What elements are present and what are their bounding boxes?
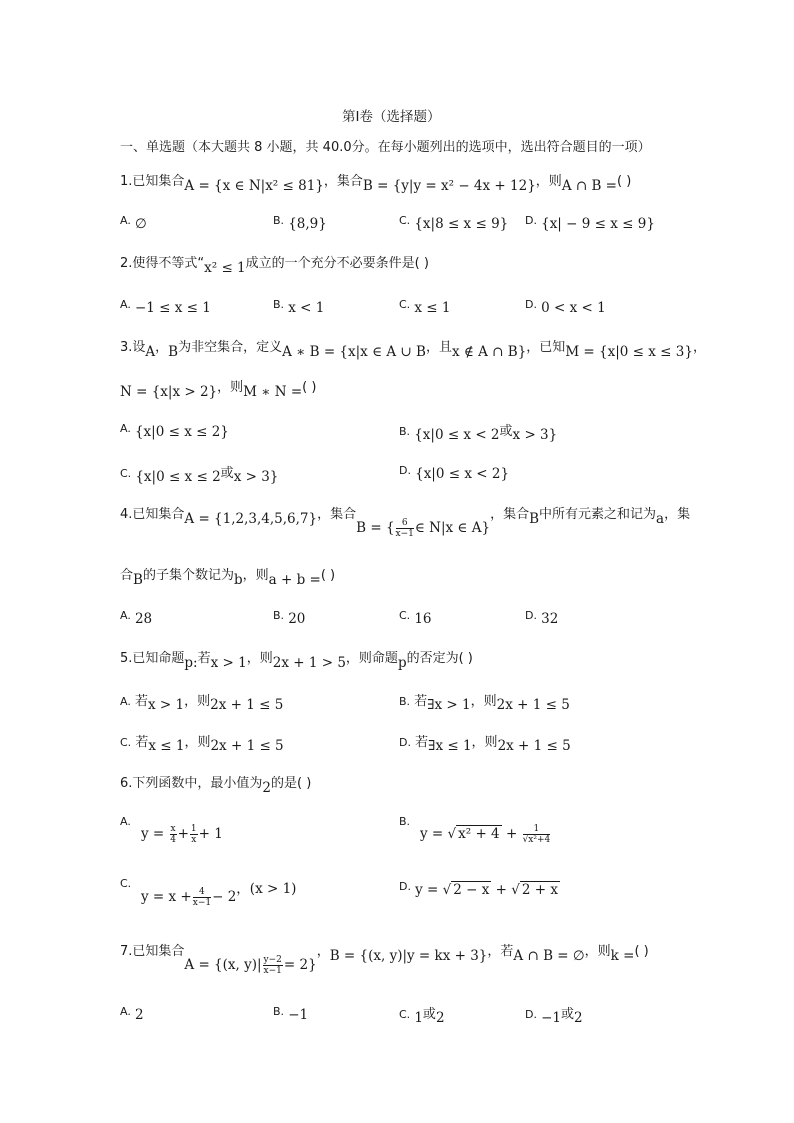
q1-text-1: 1.已知集合 <box>120 174 185 189</box>
option-label: A. <box>120 298 131 311</box>
q6-a-frac-1-den: 4 <box>170 835 176 845</box>
q5-c-if: 若 <box>135 735 149 750</box>
q4-text-3: ，集合 <box>490 507 530 522</box>
q5-option-a[interactable] <box>120 690 284 713</box>
q5-b-then: ，则 <box>470 694 497 709</box>
q1-math-set-b: B = {y|y = x² − 4x + 12} <box>362 178 536 194</box>
question-7 <box>120 940 649 976</box>
q3-option-a-value: {x|0 ≤ x ≤ 2} <box>134 424 229 440</box>
q6-math-2: 2 <box>262 780 271 796</box>
q3-text-6: ， <box>692 340 706 355</box>
q7-text-2: ， <box>316 944 330 959</box>
q6-text-1: 6.下列函数中，最小值为 <box>120 776 263 791</box>
q3-math-a: A <box>145 344 156 360</box>
q2-text-2: 成立的一个充分不必要条件是( ) <box>245 256 429 271</box>
q5-text-3: ，则 <box>246 651 273 666</box>
question-5 <box>120 647 473 671</box>
q6-a-frac-2-den: x <box>191 835 197 845</box>
option-label: C. <box>399 1008 411 1021</box>
option-label: C. <box>120 736 132 749</box>
q3-option-d-value: {x|0 ≤ x < 2} <box>415 466 510 482</box>
q5-d-if: 若 <box>415 735 429 750</box>
q4-math-b-var: b <box>233 572 243 588</box>
q5-text-5: 的否定为( ) <box>406 651 473 666</box>
sqrt-icon: √ <box>442 882 452 898</box>
q6-option-b[interactable] <box>420 824 551 845</box>
q7-c-2: 2 <box>435 1010 445 1026</box>
q1-option-b-value: {8,9} <box>288 216 327 232</box>
q1-option-c-value: {x|8 ≤ x ≤ 9} <box>414 216 509 232</box>
q6-b-y: y = <box>420 826 444 842</box>
q4-text-2: ，集合 <box>317 507 357 522</box>
option-label: B. <box>399 695 411 708</box>
q7-option-b-value: −1 <box>288 1007 309 1023</box>
q3-math-result: M ∗ N = <box>243 384 303 400</box>
q3-option-a[interactable] <box>120 420 229 440</box>
q1-option-a[interactable] <box>120 212 147 232</box>
q6-b-frac-num: 1 <box>523 824 551 835</box>
q2-math-inequality: x² ≤ 1 <box>204 260 246 276</box>
option-label: C. <box>399 298 411 311</box>
q4-option-a-value: 28 <box>134 611 153 627</box>
q4-math-b: B <box>529 511 539 527</box>
q7-option-b[interactable] <box>273 1003 309 1023</box>
q7-d-1: −1 <box>541 1010 562 1026</box>
q7-option-a-value: 2 <box>134 1007 144 1023</box>
q5-text-2: 若 <box>197 651 211 666</box>
q7-c-1: 1 <box>414 1010 423 1026</box>
option-label: B. <box>273 1005 285 1018</box>
q4-text-8: ，则 <box>242 568 269 583</box>
q3-math-set-n: N = {x|x > 2} <box>120 384 218 400</box>
q7-bracket: ( ) <box>634 944 649 959</box>
q4-text-6: 合 <box>120 568 134 583</box>
q4-bracket: ( ) <box>320 568 336 583</box>
q4-set-b-close: ∈ N|x ∈ A} <box>414 520 491 536</box>
q1-option-b[interactable] <box>273 212 327 232</box>
q4-text-1: 4.已知集合 <box>120 507 185 522</box>
q6-a-frac-2 <box>190 824 198 845</box>
q5-b-if: 若 <box>414 694 428 709</box>
q3-option-b-value-1: {x|0 ≤ x < 2 <box>414 427 500 443</box>
q7-fraction-den: x−1 <box>263 966 282 976</box>
q4-text-5: ，集 <box>664 507 691 522</box>
q6-d-radicand-2: 2 + x <box>521 882 558 898</box>
q4-option-a[interactable] <box>120 607 153 627</box>
option-label: C. <box>399 214 411 227</box>
section-header: 一、单选题（本大题共 8 小题，共 40.0分。在每小题列出的选项中，选出符合题目的一项） <box>120 140 651 155</box>
q5-a-then: ，则 <box>184 694 211 709</box>
q6-d-expr <box>415 882 560 898</box>
q5-c-cond: x ≤ 1 <box>148 738 185 754</box>
option-label: D. <box>525 609 537 622</box>
question-3-line-2 <box>120 376 317 400</box>
q3-text-1: 3.设 <box>120 340 146 355</box>
q6-text-2: 的是( ) <box>271 776 312 791</box>
q2-option-b-value: x < 1 <box>288 300 325 316</box>
q4-option-d-value: 32 <box>541 611 559 627</box>
q6-d-radicand-1: 2 − x <box>453 882 490 898</box>
option-label: D. <box>525 214 537 227</box>
option-label: A. <box>120 422 131 435</box>
sqrt-icon: √ <box>447 826 457 842</box>
q4-math-sum: a + b = <box>268 572 321 588</box>
q7-text-4: ，则 <box>584 944 611 959</box>
q6-b-plus: + <box>505 826 518 842</box>
q3-math-def-1: A ∗ B = {x|x ∈ A ∪ B <box>282 344 426 360</box>
option-label: B. <box>273 214 285 227</box>
q5-d-then: ，则 <box>471 735 498 750</box>
q5-c-then: ，则 <box>184 735 211 750</box>
q2-option-c-value: x ≤ 1 <box>414 300 451 316</box>
q2-option-d-value: 0 < x < 1 <box>541 300 606 316</box>
q2-option-b[interactable] <box>273 296 325 316</box>
q4-math-set-a: A = {1,2,3,4,5,6,7} <box>184 511 318 527</box>
q1-option-d[interactable] <box>525 212 655 232</box>
q1-option-d-value: {x| − 9 ≤ x ≤ 9} <box>541 216 655 232</box>
q4-math-b-2: B <box>133 572 143 588</box>
q2-option-d[interactable] <box>525 296 606 316</box>
option-label: B. <box>273 298 285 311</box>
q6-b-frac-den: √x²+4 <box>522 835 551 845</box>
q6-c-frac-den: x−1 <box>192 898 212 908</box>
option-label: A. <box>120 214 131 227</box>
q3-text-7: ，则 <box>217 380 244 395</box>
question-6 <box>120 772 312 796</box>
q4-set-b-open: B = { <box>356 520 395 536</box>
q4-fraction-num: 6 <box>396 518 414 529</box>
option-label: A. <box>120 1005 131 1018</box>
q2-option-a[interactable] <box>120 296 211 316</box>
q1-bracket: ( ) <box>616 174 632 189</box>
q3-math-b: B <box>168 344 179 360</box>
q4-option-d[interactable] <box>525 607 559 627</box>
option-label: D. <box>399 880 411 893</box>
q6-d-plus: + <box>495 882 507 898</box>
q4-option-c[interactable] <box>399 607 432 627</box>
q6-option-d[interactable] <box>399 878 560 898</box>
option-label: C. <box>120 467 132 480</box>
q7-set-a-open: A = {(x, y)| <box>184 957 262 973</box>
option-label: C. <box>399 609 411 622</box>
page-title: 第Ⅰ卷（选择题） <box>342 109 441 125</box>
q6-c-cond: ，(x > 1) <box>236 881 297 897</box>
q3-math-def-2: x ∉ A ∩ B} <box>451 344 527 360</box>
q6-c-frac <box>193 887 211 908</box>
q7-math-set-a <box>184 955 317 976</box>
q7-d-or: 或 <box>561 1007 575 1022</box>
q7-fraction-num: y−2 <box>263 955 282 965</box>
q6-a-plus-one: + 1 <box>198 826 223 842</box>
q4-option-c-value: 16 <box>414 611 432 627</box>
q4-math-a: a <box>656 511 665 527</box>
q7-text-3: ，若 <box>487 944 514 959</box>
q5-text-4: ，则命题 <box>345 651 398 666</box>
q3-option-b[interactable] <box>399 420 558 443</box>
q6-c-frac-num: 4 <box>193 887 211 898</box>
q7-fraction <box>263 955 283 976</box>
q7-d-2: 2 <box>574 1010 583 1026</box>
q1-option-c[interactable] <box>399 212 509 232</box>
option-label: B. <box>399 425 411 438</box>
q3-option-c-or: 或 <box>220 466 234 481</box>
q6-option-b-label: B. <box>399 815 411 828</box>
q3-option-c-value-1: {x|0 ≤ x ≤ 2 <box>135 469 221 485</box>
q5-math-cond: x > 1 <box>210 655 247 671</box>
q3-option-b-or: 或 <box>499 424 513 439</box>
question-4-line-1 <box>120 503 691 539</box>
question-3-line-1 <box>120 336 706 360</box>
q6-option-a[interactable] <box>141 824 223 845</box>
q3-math-set-m: M = {x|0 ≤ x ≤ 3} <box>565 344 693 360</box>
q6-b-radicand: x² + 4 <box>458 826 500 842</box>
q5-math-concl: 2x + 1 > 5 <box>272 655 346 671</box>
option-label: D. <box>525 1008 537 1021</box>
q2-text-1: 2.使得不等式“ <box>120 256 205 271</box>
q2-option-c[interactable] <box>399 296 451 316</box>
q5-b-cond: ∃x > 1 <box>427 697 471 713</box>
question-1 <box>120 170 632 194</box>
q5-option-c[interactable] <box>120 731 284 754</box>
q5-option-b[interactable] <box>399 690 570 713</box>
q6-option-a-label: A. <box>120 815 131 828</box>
q5-c-concl: 2x + 1 ≤ 5 <box>210 738 284 754</box>
option-label: D. <box>525 298 537 311</box>
q4-math-set-b <box>356 518 491 539</box>
question-4-line-2 <box>120 564 336 588</box>
q4-fraction <box>396 518 414 539</box>
q6-c-minus: − 2 <box>212 889 237 905</box>
q6-d-y: y = <box>415 882 439 898</box>
q3-text-3: 为非空集合，定义 <box>178 340 283 355</box>
q7-set-a-close: = 2} <box>283 957 317 973</box>
q7-option-d[interactable] <box>525 1003 583 1026</box>
q4-option-b[interactable] <box>273 607 306 627</box>
q6-b-frac <box>523 824 551 845</box>
q6-a-frac-1-num: x <box>170 824 176 834</box>
q6-a-plus: + <box>177 826 189 842</box>
q6-c-y: y = x + <box>141 889 192 905</box>
q5-text-1: 5.已知命题 <box>120 651 185 666</box>
q5-d-cond: ∃x ≤ 1 <box>428 738 472 754</box>
q6-option-c-label: C. <box>120 877 132 890</box>
option-label: A. <box>120 609 131 622</box>
q4-fraction-den: x−1 <box>395 529 414 539</box>
q4-option-b-value: 20 <box>288 611 306 627</box>
sqrt-icon: √ <box>511 882 520 898</box>
q5-option-d[interactable] <box>399 731 571 754</box>
q3-text-4: ，且 <box>425 340 452 355</box>
q7-text-1: 7.已知集合 <box>120 944 185 959</box>
q5-a-concl: 2x + 1 ≤ 5 <box>210 697 284 713</box>
q3-option-c[interactable] <box>120 462 279 485</box>
q4-text-4: 中所有元素之和记为 <box>539 507 657 522</box>
q5-d-concl: 2x + 1 ≤ 5 <box>497 738 571 754</box>
option-label: A. <box>120 695 131 708</box>
q7-math-cond: A ∩ B = ∅ <box>513 948 585 964</box>
q2-option-a-value: −1 ≤ x ≤ 1 <box>134 300 211 316</box>
q7-option-a[interactable] <box>120 1003 144 1023</box>
q7-c-or: 或 <box>422 1007 436 1022</box>
q1-option-a-value: ∅ <box>134 216 147 232</box>
q7-math-set-b: B = {(x, y)|y = kx + 3} <box>329 948 488 964</box>
q1-math-set-a: A = {x ∈ N|x² ≤ 81} <box>184 178 324 194</box>
q4-text-7: 的子集个数记为 <box>142 568 234 583</box>
q3-text-5: ，已知 <box>526 340 566 355</box>
q5-b-concl: 2x + 1 ≤ 5 <box>496 697 570 713</box>
q5-math-p-2: p <box>397 655 407 671</box>
option-label: B. <box>273 609 285 622</box>
q5-a-cond: x > 1 <box>147 697 185 713</box>
q6-a-frac-2-num: 1 <box>190 824 197 834</box>
q5-a-if: 若 <box>134 694 148 709</box>
q5-math-p: p: <box>184 655 198 671</box>
q6-a-y: y = <box>141 826 165 842</box>
q3-option-d[interactable] <box>399 462 510 482</box>
q3-bracket: ( ) <box>302 380 317 395</box>
q7-option-c[interactable] <box>399 1003 445 1026</box>
question-2 <box>120 252 429 276</box>
q3-option-b-value-2: x > 3} <box>512 427 558 443</box>
q7-math-k: k = <box>610 948 635 964</box>
q6-a-frac-1 <box>170 824 177 845</box>
q6-option-c[interactable] <box>141 881 297 908</box>
q1-text-2: ，集合 <box>323 174 363 189</box>
q1-text-3: ，则 <box>535 174 562 189</box>
q1-math-intersection: A ∩ B = <box>561 178 617 194</box>
q3-text-2: ， <box>155 340 169 355</box>
option-label: D. <box>399 464 411 477</box>
q3-option-c-value-2: x > 3} <box>233 469 279 485</box>
option-label: D. <box>399 736 411 749</box>
